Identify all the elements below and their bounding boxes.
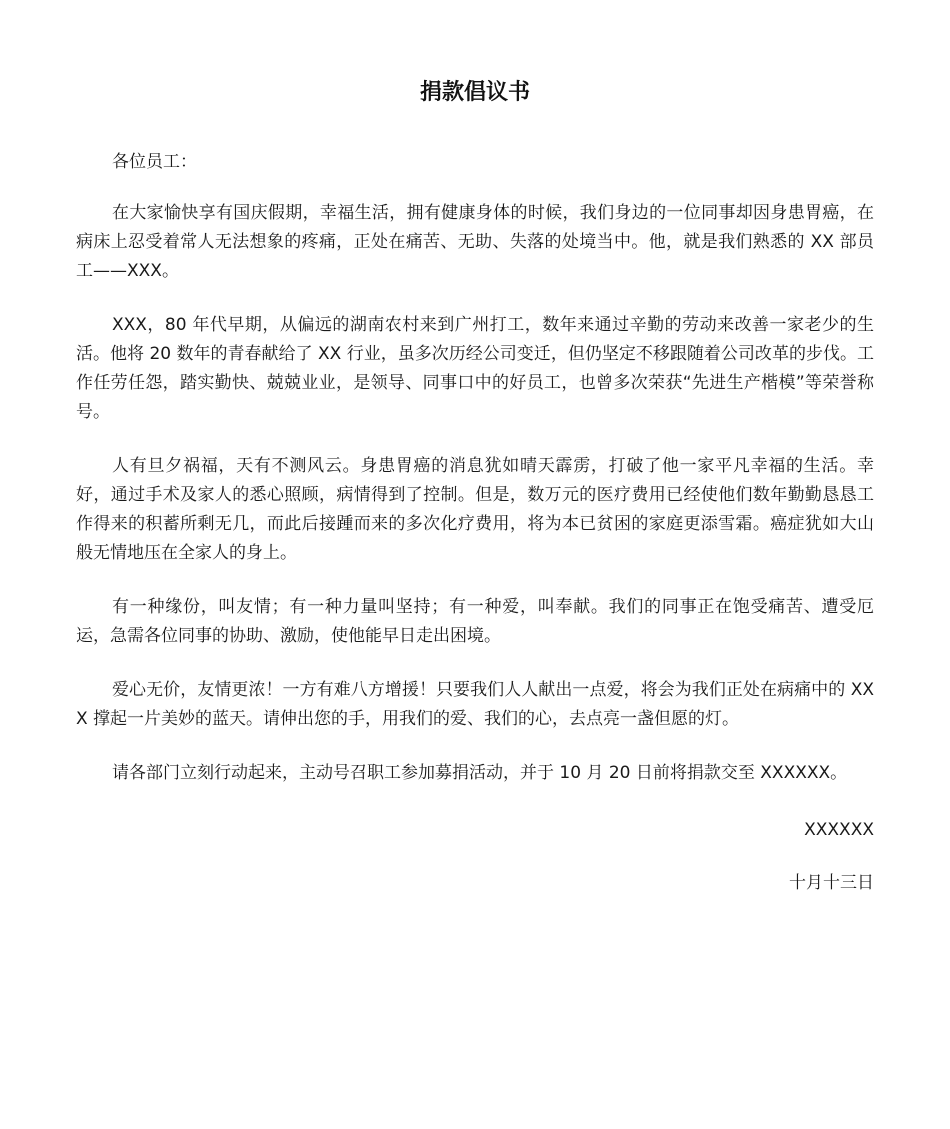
salutation: 各位员工： [112, 152, 197, 172]
paragraph-call-for-help: 有一种缘份，叫友情；有一种力量叫坚持；有一种爱，叫奉献。我们的同事正在饱受痛苦、遭受厄运，急需各位同事的协助、激励，使他能早日走出困境。 [76, 597, 874, 646]
paragraph-colleague-background: XXX，80 年代早期，从偏远的湖南农村来到广州打工，数年来通过辛勤的劳动来改善一家老少的生活。他将 20 数年的青春献给了 XX 行业，虽多次历经公司变迁，但仍坚定不移跟随着公司改革的步伐。工作任劳任怨，踏实勤快、兢兢业业，是领导、同事口中的好员工，也曾多次荣获“先进生产楷模”等荣誉称号。 [76, 315, 874, 422]
paragraph-medical-hardship: 人有旦夕祸福，天有不测风云。身患胃癌的消息犹如晴天霹雳，打破了他一家平凡幸福的生活。幸好，通过手术及家人的悉心照顾，病情得到了控制。但是，数万元的医疗费用已经使他们数年勤勤恳恳工作得来的积蓄所剩无几，而此后接踵而来的多次化疗费用，将为本已贫困的家庭更添雪霜。癌症犹如大山般无情地压在全家人的身上。 [76, 456, 874, 563]
paragraph-donation-instructions: 请各部门立刻行动起来，主动号召职工参加募捐活动，并于 10 月 20 日前将捐款交至 XXXXXX。 [112, 763, 848, 783]
paragraph-love-message: 爱心无价，友情更浓！一方有难八方增援！只要我们人人献出一点爱，将会为我们正处在病痛中的 XXX 撑起一片美妙的蓝天。请伸出您的手，用我们的爱、我们的心，去点亮一盏但愿的灯。 [76, 680, 874, 729]
document-title: 捐款倡议书 [419, 80, 530, 105]
paragraph-colleague-illness: 在大家愉快享有国庆假期，幸福生活，拥有健康身体的时候，我们身边的一位同事却因身患胃癌，在病床上忍受着常人无法想象的疼痛，正处在痛苦、无助、失落的处境当中。他，就是我们熟悉的 XX 部员工——XXX。 [76, 203, 874, 281]
document-date: 十月十三日 [789, 873, 874, 893]
signature: XXXXXX [804, 820, 874, 840]
